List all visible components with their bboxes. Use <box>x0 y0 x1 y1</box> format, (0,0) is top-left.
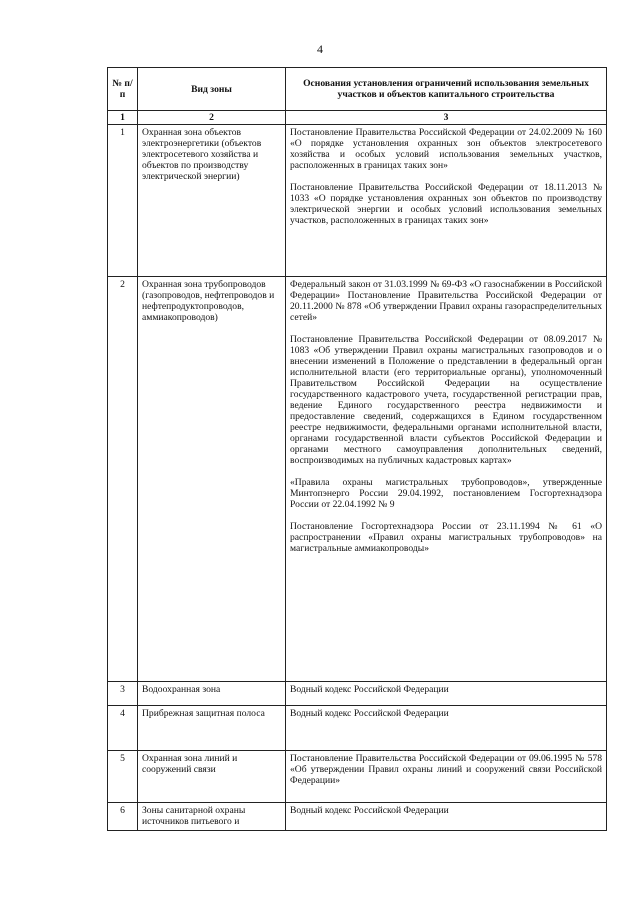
page-number: 4 <box>317 42 323 56</box>
column-number: 1 <box>108 111 138 125</box>
zone-type: Охранная зона линий и сооружений связи <box>138 751 286 803</box>
table-row <box>108 277 607 682</box>
header-basis: Основания установления ограничений использования земельных участков и объектов капитального строительства <box>286 68 607 111</box>
basis-paragraph: Федеральный закон от 31.03.1999 № 69-ФЗ «О газоснабжении в Российской Федерации» Постановление Правительства Российской Федерации от 20.11.2000 № 878 «Об утверждении Правил охраны газораспределительных сетей» <box>290 279 602 323</box>
basis-paragraph: Водный кодекс Российской Федерации <box>290 684 449 695</box>
basis-paragraph: Постановление Правительства Российской Федерации от 08.09.2017 № 1083 «Об утверждении Правил охраны магистральных газопроводов и о внесении изменений в Положение о представлении в федеральный орган исполнительной власти (его территориальные органы), уполномоченный Правительством Российской Федерации на осуществление государственного кадастрового учета, государственной регистрации прав, ведение Единого государственного реестра недвижимости и предоставление сведений, содержащихся в Едином государственном реестре недвижимости, федеральными органами исполнительной власти, органами государственной власти субъектов Российской Федерации и органами местного самоуправления дополнительных сведений, воспроизводимых на публичных кадастровых картах» <box>290 334 602 466</box>
row-number: 3 <box>108 682 138 706</box>
zones-table <box>107 67 607 831</box>
basis-cell <box>286 125 607 277</box>
basis-paragraph: Постановление Правительства Российской Федерации от 09.06.1995 № 578 «Об утверждении Правил охраны линий и сооружений связи Российской Федерации» <box>290 753 602 786</box>
table-row <box>108 125 607 277</box>
row-number: 5 <box>108 751 138 803</box>
row-number: 2 <box>108 277 138 682</box>
column-number-row <box>108 111 607 125</box>
basis-cell <box>286 803 607 831</box>
zone-type: Прибрежная защитная полоса <box>138 706 286 751</box>
row-number: 4 <box>108 706 138 751</box>
basis-paragraph: Постановление Правительства Российской Федерации от 18.11.2013 № 1033 «О порядке установления охранных зон объектов по производству электрической энергии и особых условий использования земельных участков, расположенных в границах таких зон» <box>290 182 602 226</box>
column-number: 2 <box>138 111 286 125</box>
column-number: 3 <box>286 111 607 125</box>
basis-cell <box>286 751 607 803</box>
basis-paragraph: Постановление Госгортехнадзора России от 23.11.1994 № 61 «О распространении «Правил охраны магистральных трубопроводов» на магистральные аммиакопроводы» <box>290 521 602 554</box>
basis-cell <box>286 682 607 706</box>
basis-paragraph: Водный кодекс Российской Федерации <box>290 708 449 719</box>
zone-type: Водоохранная зона <box>138 682 286 706</box>
header-number: № п/п <box>108 68 138 111</box>
header-zone-type: Вид зоны <box>138 68 286 111</box>
basis-paragraph: Постановление Правительства Российской Федерации от 24.02.2009 № 160 «О порядке установления охранных зон объектов электросетевого хозяйства и особых условий использования земельных участков, расположенных в границах таких зон» <box>290 127 602 171</box>
table-row <box>108 751 607 803</box>
row-number: 6 <box>108 803 138 831</box>
basis-paragraph: Водный кодекс Российской Федерации <box>290 805 449 816</box>
zone-type: Зоны санитарной охраны источников питьевого и <box>138 803 286 831</box>
table-row <box>108 803 607 831</box>
basis-cell <box>286 277 607 682</box>
zone-type: Охранная зона объектов электроэнергетики (объектов электросетевого хозяйства и объектов по производству электрической энергии) <box>138 125 286 277</box>
row-number: 1 <box>108 125 138 277</box>
basis-cell <box>286 706 607 751</box>
basis-paragraph: «Правила охраны магистральных трубопроводов», утвержденные Минтопэнерго России 29.04.1992, постановлением Госгортехнадзора России от 22.04.1992 № 9 <box>290 477 602 510</box>
zone-type: Охранная зона трубопроводов (газопроводов, нефтепроводов и нефтепродуктопроводов, аммиакопроводов) <box>138 277 286 682</box>
table-row <box>108 682 607 706</box>
table-header-row <box>108 68 607 111</box>
table-row <box>108 706 607 751</box>
